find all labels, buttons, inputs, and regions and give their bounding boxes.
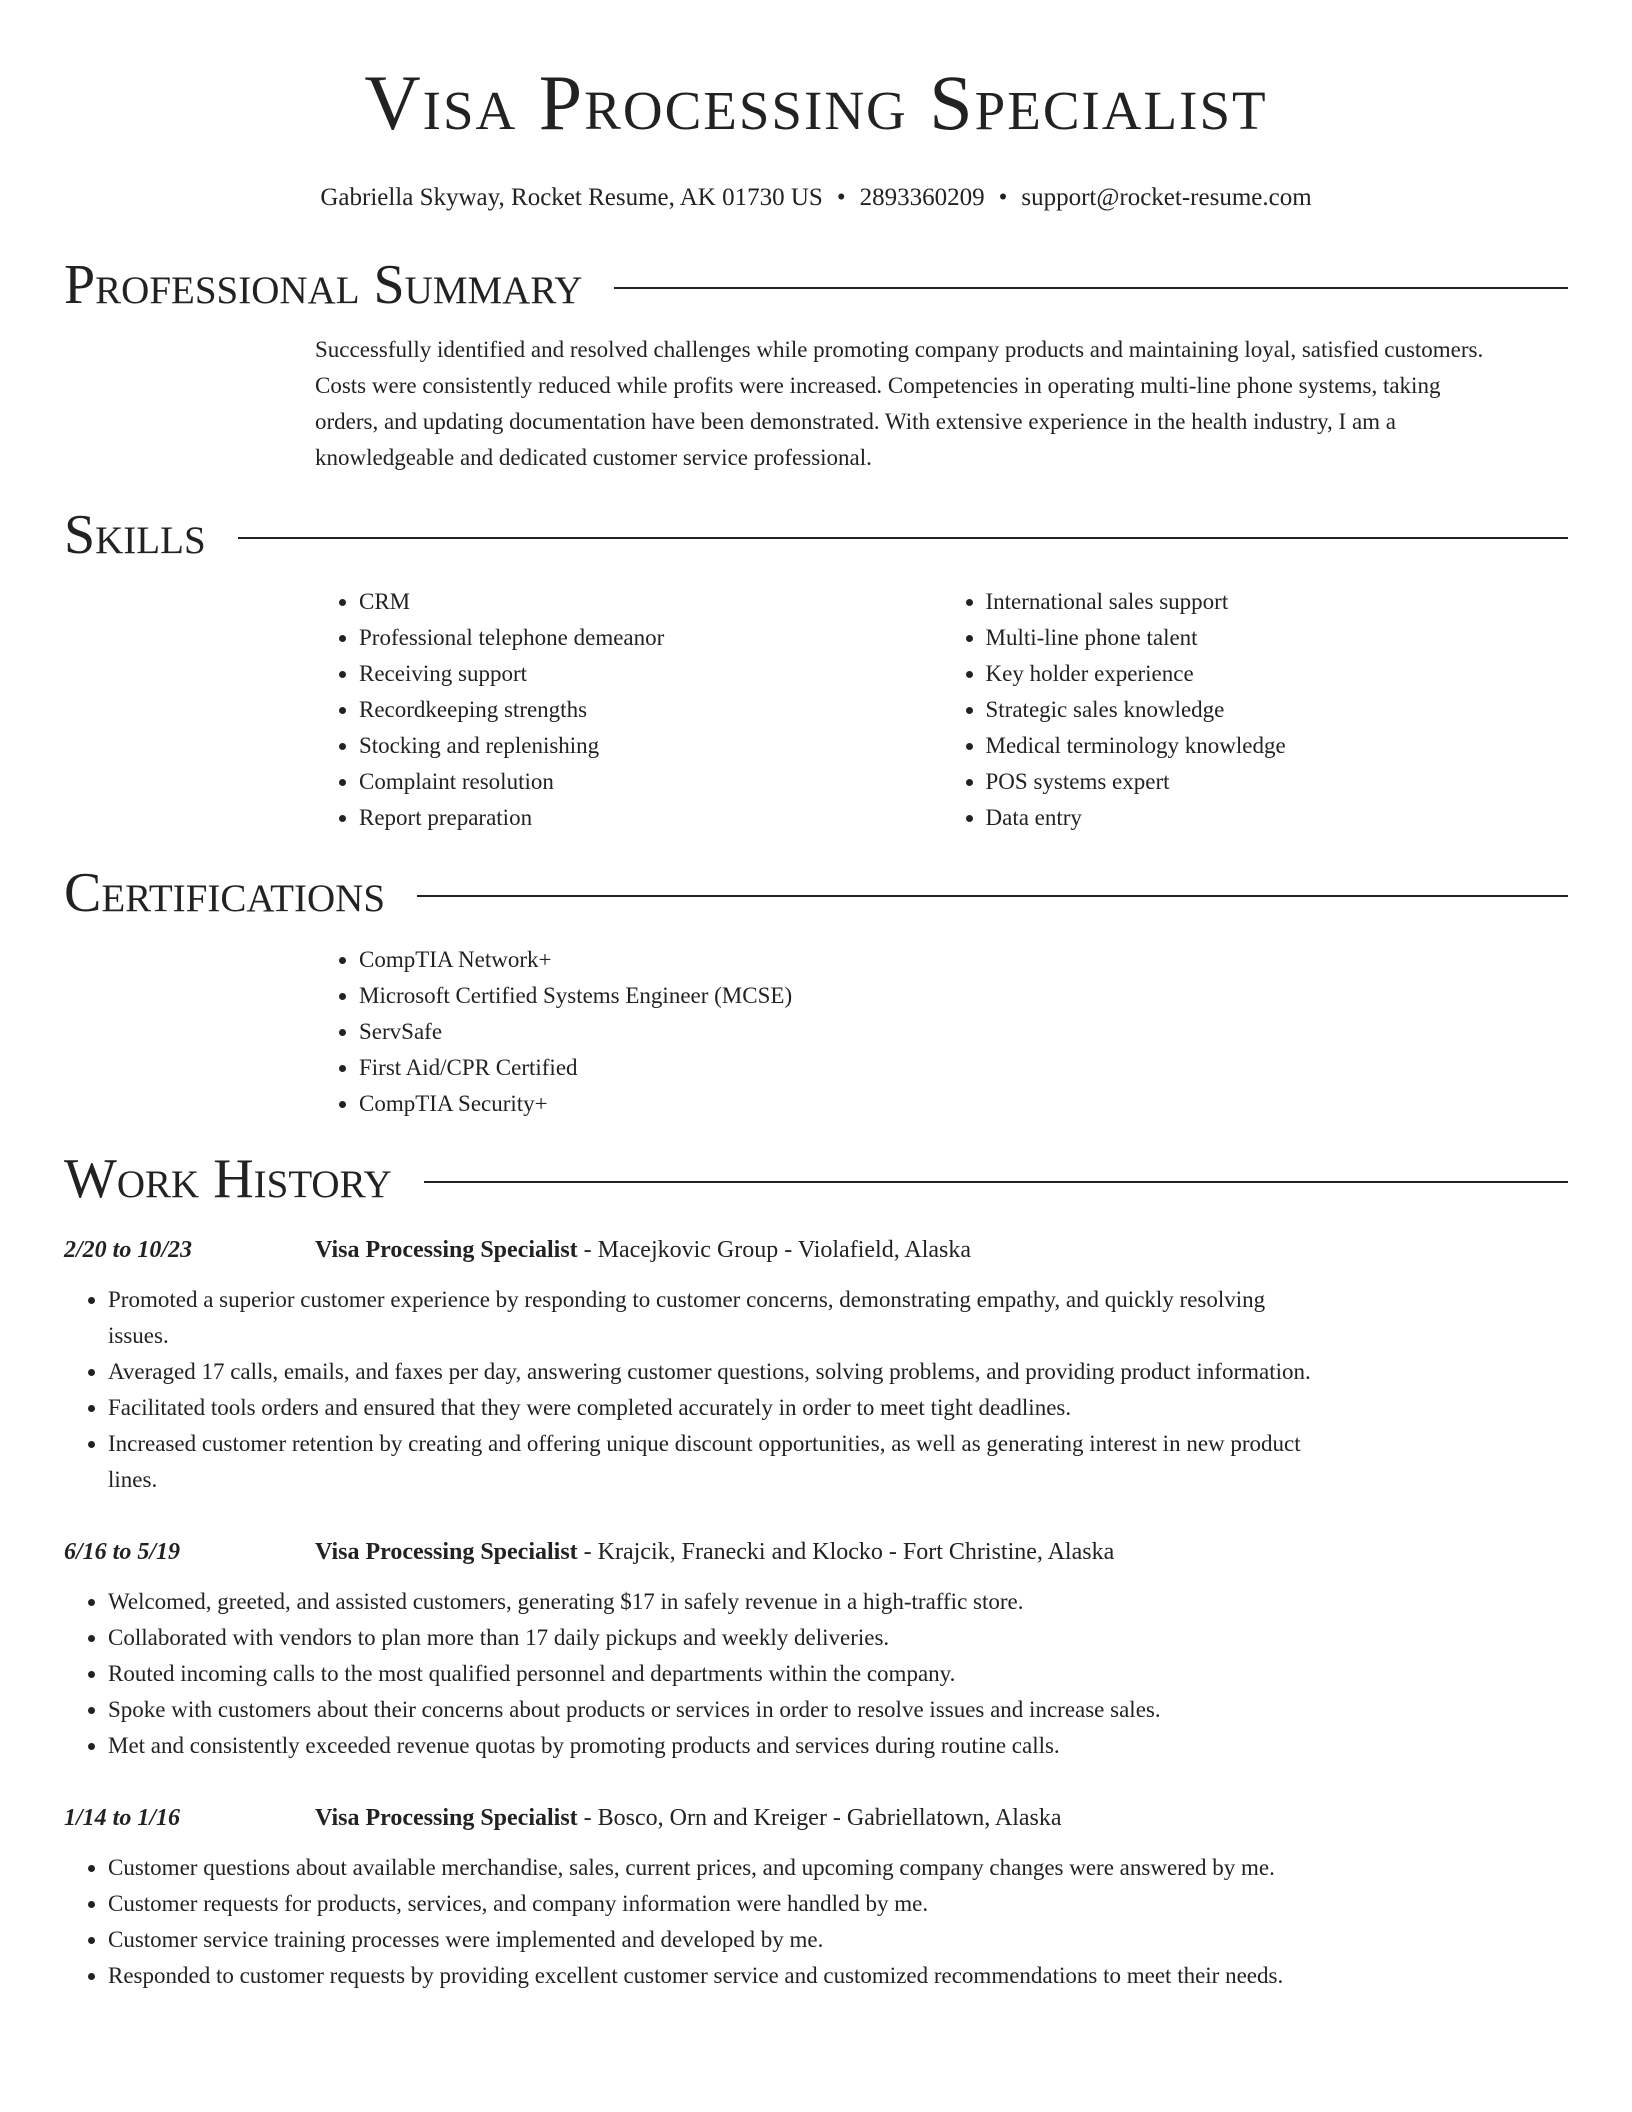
job-title: Visa Processing Specialist [315,1237,578,1263]
job-employer-location: - Macejkovic Group - Violafield, Alaska [577,1237,972,1263]
list-item: • Customer requests for products, services, and company information were handled by me. [108,1886,1318,1922]
job-title-line [315,1232,971,1268]
list-item: • Key holder experience [986,656,1569,692]
list-item: • Averaged 17 calls, emails, and faxes per day, answering customer questions, solving problems, and providing product information. [108,1354,1318,1390]
list-item: • Increased customer retention by creating and offering unique discount opportunities, as well as generating interest in new product lines. [108,1426,1318,1498]
skills-list-right [942,584,1569,836]
list-item: • CompTIA Security+ [359,1086,1568,1122]
list-item: • Multi-line phone talent [986,620,1569,656]
job-bullets [64,1584,1318,1764]
job-title: Visa Processing Specialist [315,1539,578,1565]
contact-line [64,182,1568,214]
list-item: • Spoke with customers about their concerns about products or services in order to resolve issues and increase sales. [108,1692,1318,1728]
contact-separator: • [836,184,846,211]
certifications-header [64,860,1568,926]
certifications-title: Certifications [64,862,386,924]
list-item: • Professional telephone demeanor [359,620,942,656]
summary-header [64,252,1568,318]
list-item: • Complaint resolution [359,764,942,800]
certifications-list [315,942,1568,1122]
contact-phone: 2893360209 [859,184,985,211]
work-section [64,1146,1568,1994]
list-item: • Customer service training processes were implemented and developed by me. [108,1922,1318,1958]
list-item: • CRM [359,584,942,620]
list-item: • POS systems expert [986,764,1569,800]
job-entry [64,1232,1568,1498]
work-header [64,1146,1568,1212]
list-item: • Promoted a superior customer experience by responding to customer concerns, demonstrating empathy, and quickly resolving issues. [108,1282,1318,1354]
section-divider [417,895,1568,897]
list-item: • CompTIA Network+ [359,942,1568,978]
job-title-line [315,1800,1062,1836]
job-title-line [315,1534,1114,1570]
work-title: Work History [64,1148,392,1210]
list-item: • Responded to customer requests by providing excellent customer service and customized recommendations to meet their needs. [108,1958,1318,1994]
job-dates: 2/20 to 10/23 [64,1237,193,1263]
skills-section [64,502,1568,836]
job-bullets [64,1850,1318,1994]
list-item: • Stocking and replenishing [359,728,942,764]
certifications-body [315,942,1568,1122]
list-item: • Collaborated with vendors to plan more than 17 daily pickups and weekly deliveries. [108,1620,1318,1656]
contact-separator: • [998,184,1008,211]
job-heading [64,1232,1568,1268]
job-bullets [64,1282,1318,1498]
list-item: • Receiving support [359,656,942,692]
list-item: • Met and consistently exceeded revenue quotas by promoting products and services during routine calls. [108,1728,1318,1764]
section-divider [424,1181,1568,1183]
certifications-section [64,860,1568,1122]
list-item: • First Aid/CPR Certified [359,1050,1568,1086]
job-dates: 6/16 to 5/19 [64,1539,181,1565]
job-entry [64,1800,1568,1994]
list-item: • Customer questions about available merchandise, sales, current prices, and upcoming company changes were answered by me. [108,1850,1318,1886]
job-employer-location: - Bosco, Orn and Kreiger - Gabriellatown, Alaska [577,1805,1062,1831]
summary-title: Professional Summary [64,254,583,316]
job-heading [64,1800,1568,1836]
list-item: • Strategic sales knowledge [986,692,1569,728]
job-entry [64,1534,1568,1764]
list-item: • Welcomed, greeted, and assisted customers, generating $17 in safely revenue in a high-traffic store. [108,1584,1318,1620]
skills-list-left [315,584,942,836]
resume-page [64,0,1568,2030]
job-employer-location: - Krajcik, Franecki and Klocko - Fort Christine, Alaska [577,1539,1115,1565]
list-item: • Medical terminology knowledge [986,728,1569,764]
work-history-list [64,1232,1568,1994]
summary-section [64,252,1568,476]
list-item: • International sales support [986,584,1569,620]
section-divider [238,537,1568,539]
list-item: • Report preparation [359,800,942,836]
list-item: • Data entry [986,800,1569,836]
skills-columns [315,584,1568,836]
contact-email: support@rocket-resume.com [1021,184,1312,211]
skills-title: Skills [64,504,206,566]
skills-header [64,502,1568,568]
job-dates: 1/14 to 1/16 [64,1805,181,1831]
list-item: • Microsoft Certified Systems Engineer (MCSE) [359,978,1568,1014]
list-item: • Recordkeeping strengths [359,692,942,728]
job-heading [64,1534,1568,1570]
contact-address: Gabriella Skyway, Rocket Resume, AK 01730 US [320,184,823,211]
summary-body [315,332,1568,476]
candidate-name: Visa Processing Specialist [364,59,1268,146]
list-item: • Facilitated tools orders and ensured that they were completed accurately in order to meet tight deadlines. [108,1390,1318,1426]
list-item: • ServSafe [359,1014,1568,1050]
summary-text: Successfully identified and resolved challenges while promoting company products and maintaining loyal, satisfied customers. Costs were consistently reduced while profits were increased. Competencies in operating multi-line phone systems, taking orders, and updating documentation have been demonstrated. With extensive experience in the health industry, I am a knowledgeable and dedicated customer service professional. [315,337,1484,470]
section-divider [614,287,1568,289]
list-item: • Routed incoming calls to the most qualified personnel and departments within the company. [108,1656,1318,1692]
job-title: Visa Processing Specialist [315,1805,578,1831]
